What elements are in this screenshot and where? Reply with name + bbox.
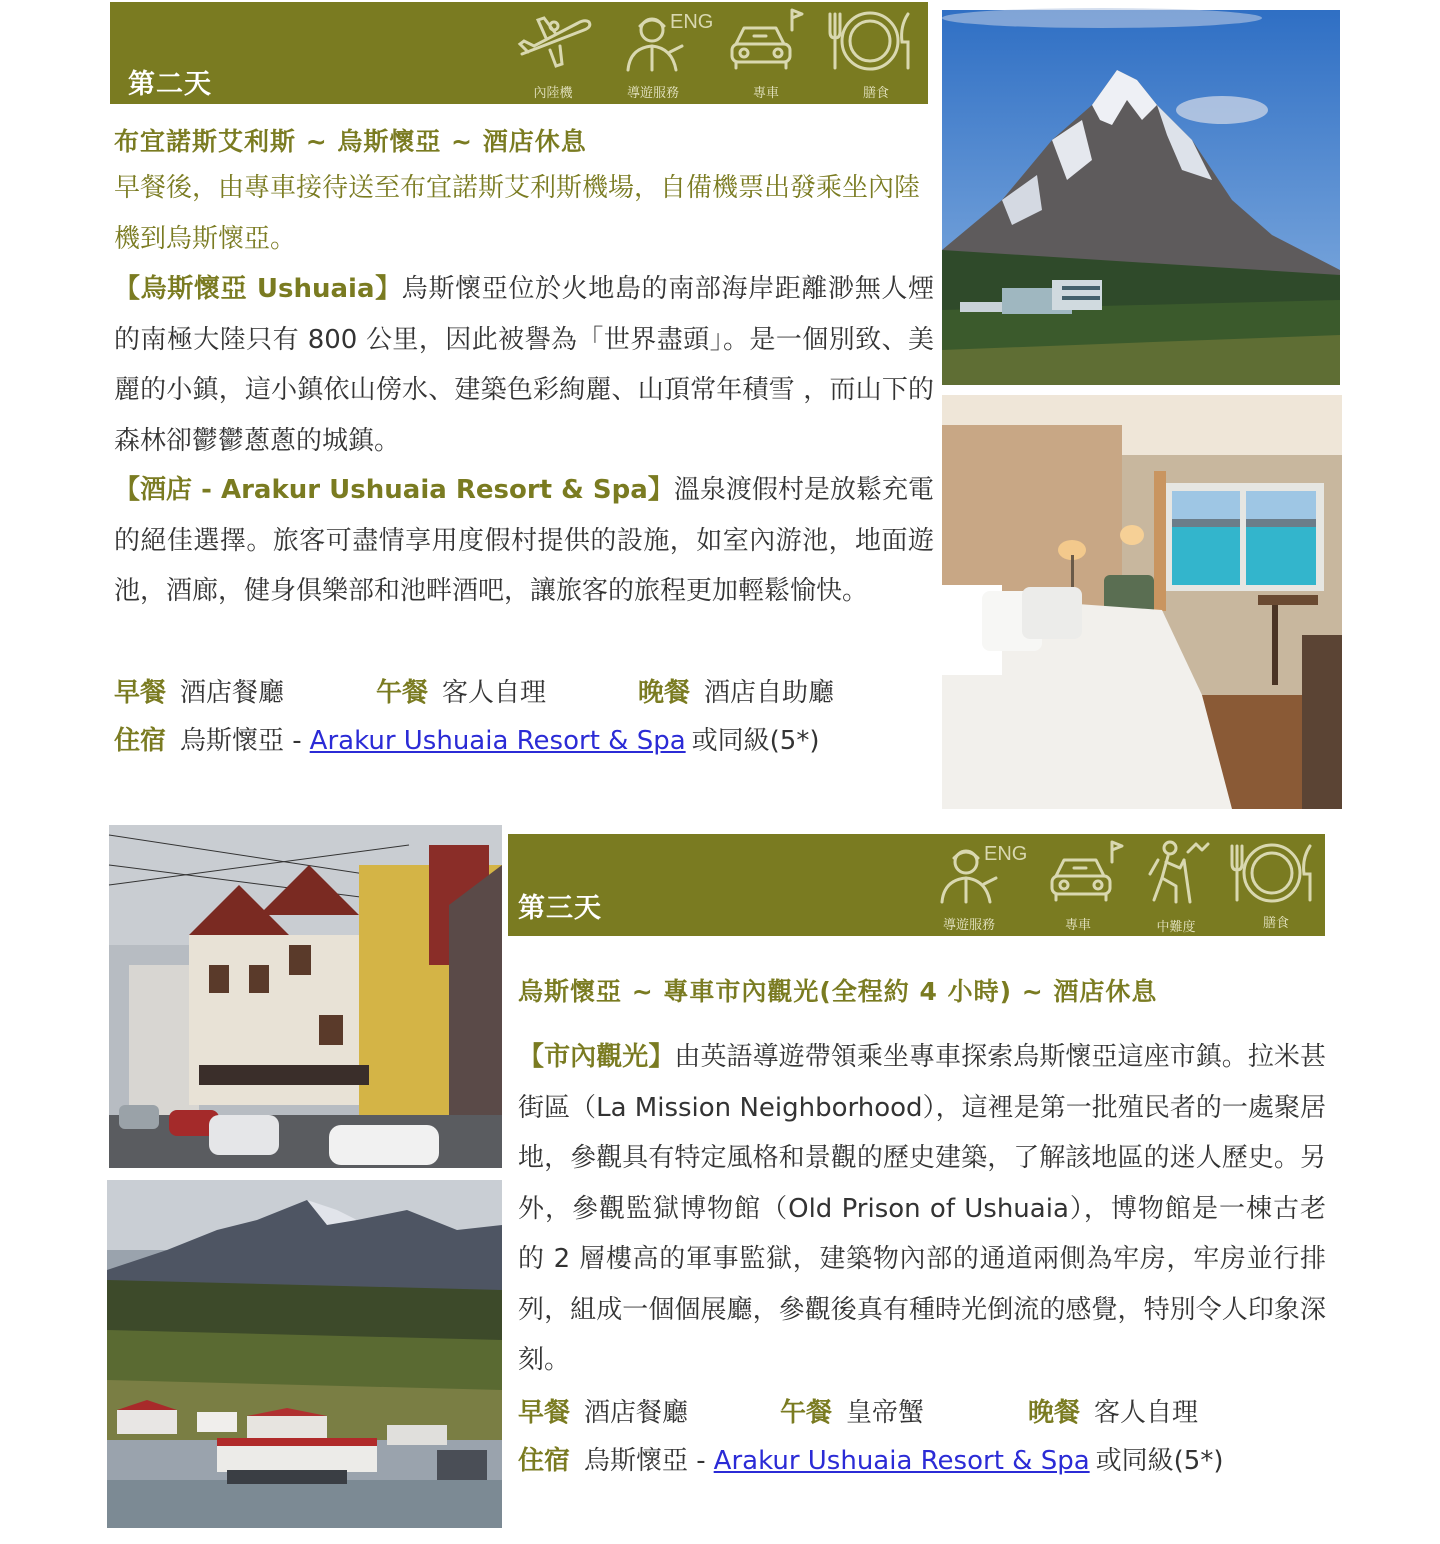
harbor-town-photo [107, 1180, 502, 1528]
guide-icon [620, 6, 714, 74]
hiking-icon [1140, 838, 1214, 906]
day2-ushuaia-paragraph [114, 264, 934, 466]
hotel-link[interactable]: Arakur Ushuaia Resort & Spa [713, 1446, 1090, 1476]
car-icon [726, 6, 806, 72]
svg-text:ENG: ENG [984, 843, 1028, 865]
dinner-label: 晚餐 [638, 678, 691, 708]
lunch-value: 客人自理 [442, 678, 547, 708]
ushuaia-heading: 【烏斯懷亞 Ushuaia】 [114, 274, 402, 304]
plane-icon-label: 內陸機 [533, 86, 573, 101]
hotel-heading: 【酒店 - Arakur Ushuaia Resort & Spa】 [114, 475, 674, 505]
ushuaia-description: 烏斯懷亞位於火地島的南部海岸距離渺無人煙的南極大陸只有 800 公里，因此被譽為「世界盡頭」。是一個別致、美麗的小鎮，這小鎮依山傍水、建築色彩絢麗、山頂常年積雪 ，而山下的森林卻鬱鬱蔥蔥的城鎮。 [114, 274, 934, 456]
day3-title: 第三天 [518, 893, 602, 924]
lunch-value: 皇帝蟹 [846, 1398, 925, 1428]
day2-route-title: 布宜諾斯艾利斯 ~ 烏斯懷亞 ~ 酒店休息 [114, 127, 587, 156]
day2-intro [114, 163, 934, 264]
guide-icon-label: 導遊服務 [942, 918, 995, 933]
hiking-icon-label: 中難度 [1156, 920, 1196, 935]
dinner-label: 晚餐 [1028, 1398, 1081, 1428]
breakfast-label: 早餐 [114, 678, 167, 708]
city-tour-heading: 【市內觀光】 [518, 1042, 675, 1072]
stay-suffix: 或同級(5*) [1095, 1446, 1224, 1476]
mountain-hotel-photo [942, 10, 1340, 385]
stay-city: 烏斯懷亞 - [180, 726, 302, 756]
day3-city-tour-paragraph [518, 1032, 1326, 1386]
guide-icon [934, 838, 1028, 906]
svg-text:ENG: ENG [670, 11, 714, 33]
car-icon [1046, 838, 1126, 904]
day3-stay [518, 1440, 1223, 1477]
day2-intro-text: 早餐後，由專車接待送至布宜諾斯艾利斯機場，自備機票出發乘坐內陸機到烏斯懷亞。 [114, 173, 921, 254]
hotel-room-photo [942, 395, 1342, 809]
day2-stay [114, 720, 819, 757]
day3-route-title: 烏斯懷亞 ~ 專車市內觀光(全程約 4 小時) ~ 酒店休息 [518, 977, 1158, 1006]
car-icon-label: 專車 [1064, 918, 1091, 933]
stay-suffix: 或同級(5*) [691, 726, 820, 756]
day2-banner [110, 2, 928, 104]
stay-label: 住宿 [114, 726, 167, 756]
day3-meals [518, 1392, 1198, 1429]
day2-hotel-paragraph [114, 465, 934, 617]
city-tour-description: 由英語導遊帶領乘坐專車探索烏斯懷亞這座市鎮。拉米甚街區（La Mission Neighborhood），這裡是第一批殖民者的一處聚居地，參觀具有特定風格和景觀的歷史建築，了解該地區的迷人歷史。另外，參觀監獄博物館（Old Prison of Ushuaia），博物館是一棟古老的 2 層樓高的軍事監獄，建築物內部的通道兩側為牢房，牢房並行排列，組成一個個展廳，參觀後真有種時光倒流的感覺，特別令人印象深刻。 [518, 1042, 1326, 1375]
breakfast-label: 早餐 [518, 1398, 571, 1428]
breakfast-value: 酒店餐廳 [180, 678, 285, 708]
dinner-value: 酒店自助廳 [704, 678, 835, 708]
stay-label: 住宿 [518, 1446, 571, 1476]
meal-icon [822, 6, 918, 74]
day3-banner [508, 834, 1325, 936]
guide-icon-label: 導遊服務 [626, 86, 679, 101]
lunch-label: 午餐 [780, 1398, 833, 1428]
hotel-description: 溫泉渡假村是放鬆充電的絕佳選擇。旅客可盡情享用度假村提供的設施，如室內游池，地面遊池，酒廊，健身俱樂部和池畔酒吧，讓旅客的旅程更加輕鬆愉快。 [114, 475, 934, 606]
meal-icon-label: 膳食 [1262, 916, 1289, 931]
lunch-label: 午餐 [376, 678, 429, 708]
breakfast-value: 酒店餐廳 [584, 1398, 689, 1428]
street-buildings-photo [109, 825, 502, 1168]
meal-icon-label: 膳食 [862, 86, 889, 101]
dinner-value: 客人自理 [1094, 1398, 1199, 1428]
plane-icon [514, 8, 594, 74]
day2-meals [114, 672, 834, 709]
stay-city: 烏斯懷亞 - [584, 1446, 706, 1476]
day2-title: 第二天 [128, 69, 212, 100]
meal-icon [1224, 838, 1320, 906]
hotel-link[interactable]: Arakur Ushuaia Resort & Spa [309, 726, 686, 756]
car-icon-label: 專車 [752, 86, 779, 101]
